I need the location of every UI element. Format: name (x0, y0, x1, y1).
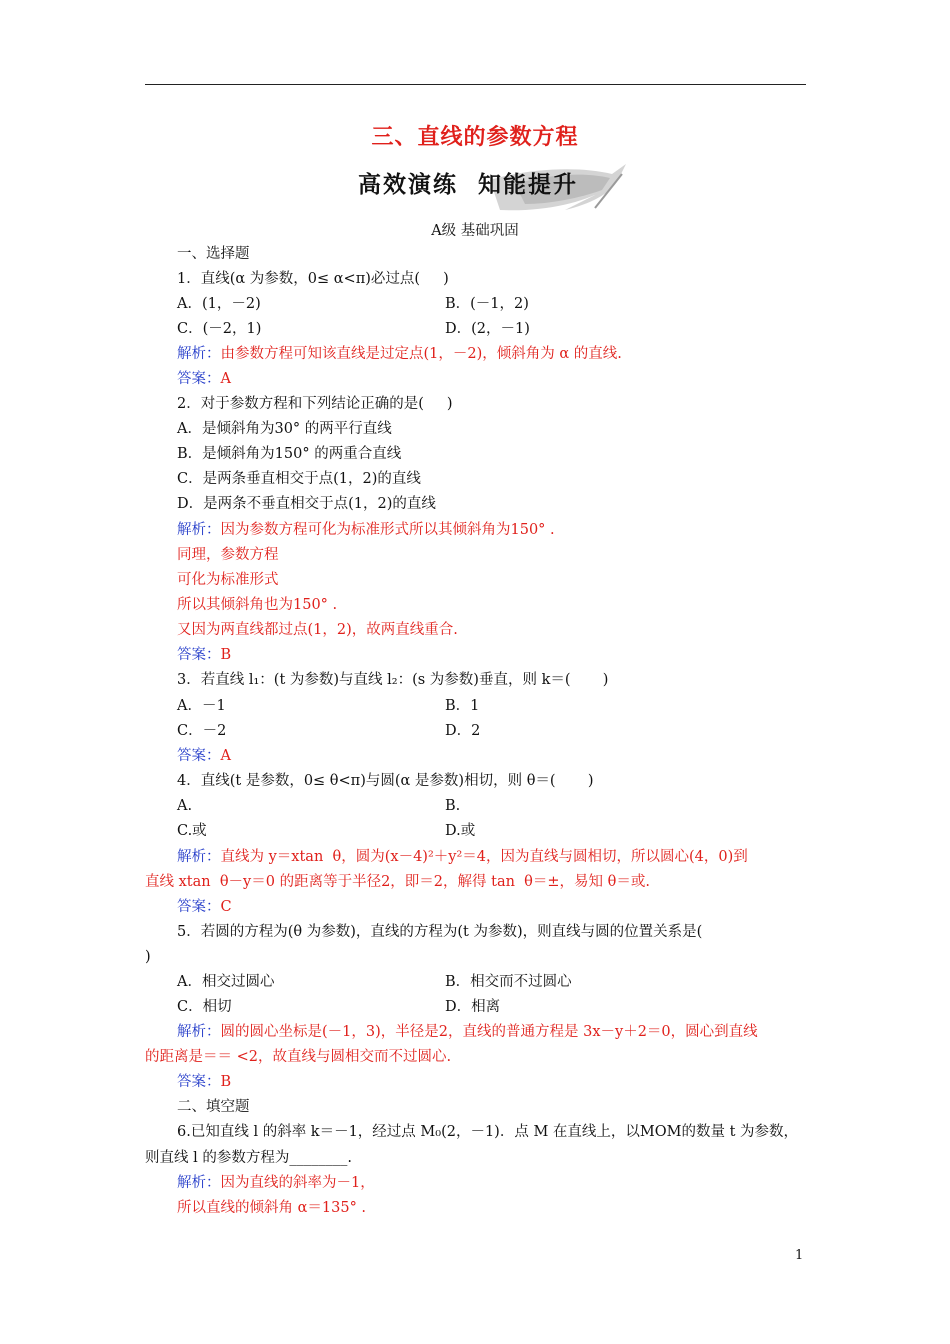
q1-stem: 1．直线(α 为参数，0≤ α<π)必过点( ) (177, 271, 449, 287)
q5-option-a: A．相交过圆心 (177, 974, 275, 990)
q2-analysis-line-4: 所以其倾斜角也为150° . (177, 597, 338, 613)
q5-analysis-line-2: 的距离是＝＝ <2，故直线与圆相交而不过圆心. (145, 1049, 452, 1065)
analysis-label: 解析： (177, 346, 221, 362)
section-banner (340, 160, 630, 218)
q5-analysis (177, 1022, 758, 1042)
analysis-label: 解析： (177, 849, 221, 865)
answer-label: 答案： (177, 899, 221, 915)
q1-answer (177, 369, 231, 389)
banner-text: 高效演练 知能提升 (358, 172, 579, 198)
q1-option-d: D．(2，－1) (445, 321, 530, 337)
analysis-text: 由参数方程可知该直线是过定点(1，－2)，倾斜角为 α 的直线. (220, 346, 622, 362)
q4-stem: 4．直线(t 是参数，0≤ θ<π)与圆(α 是参数)相切，则 θ＝( ) (177, 773, 594, 789)
q3-option-a: A．－1 (177, 698, 226, 714)
answer-value: A (220, 371, 231, 387)
answer-value: C (220, 899, 232, 915)
analysis-text: 圆的圆心坐标是(－1，3)，半径是2，直线的普通方程是 3x－y＋2＝0，圆心到直线 (220, 1024, 758, 1040)
header-rule (145, 84, 806, 85)
q2-option-c: C．是两条垂直相交于点(1，2)的直线 (177, 471, 421, 487)
q5-option-c: C．相切 (177, 999, 232, 1015)
q5-option-b: B．相交而不过圆心 (445, 974, 572, 990)
q2-answer (177, 645, 231, 665)
q3-option-d: D．2 (445, 723, 481, 739)
answer-value: B (220, 647, 232, 663)
q3-option-b: B．1 (445, 698, 480, 714)
q2-stem: 2．对于参数方程和下列结论正确的是( ) (177, 396, 453, 412)
analysis-label: 解析： (177, 1024, 221, 1040)
page-title: 三、直线的参数方程 (371, 125, 579, 150)
q4-analysis (177, 847, 748, 867)
q6-stem: 6.已知直线 l 的斜率 k＝－1，经过点 M₀(2，－1)．点 M 在直线上，以MOM的数量 t 为参数， (177, 1124, 799, 1140)
section-heading-fill: 二、填空题 (177, 1099, 250, 1115)
q2-option-a: A．是倾斜角为30° 的两平行直线 (177, 421, 392, 437)
q2-analysis-line-3: 可化为标准形式 (177, 572, 279, 588)
q1-analysis (177, 344, 622, 364)
q4-option-b: B. (445, 798, 461, 814)
q4-option-d: D.或 (445, 823, 476, 839)
q5-answer (177, 1072, 231, 1092)
q5-stem-line-2: ) (145, 949, 151, 965)
answer-label: 答案： (177, 647, 221, 663)
q4-option-c: C.或 (177, 823, 207, 839)
answer-value: B (220, 1074, 232, 1090)
answer-label: 答案： (177, 371, 221, 387)
answer-value: A (220, 748, 231, 764)
section-heading-choice: 一、选择题 (177, 246, 250, 262)
q6-analysis (177, 1173, 375, 1193)
q1-option-b: B．(－1，2) (445, 296, 529, 312)
analysis-label: 解析： (177, 522, 221, 538)
answer-label: 答案： (177, 748, 221, 764)
answer-label: 答案： (177, 1074, 221, 1090)
q6-analysis-line-2: 所以直线的倾斜角 α＝135° . (177, 1200, 367, 1216)
q2-option-b: B．是倾斜角为150° 的两重合直线 (177, 446, 402, 462)
q2-analysis-line-2: 同理，参数方程 (177, 547, 279, 563)
analysis-text: 直线为 y＝xtan θ，圆为(x－4)²＋y²＝4，因为直线与圆相切，所以圆心(4，0)到 (220, 849, 748, 865)
q4-option-a: A. (177, 798, 193, 814)
q1-option-c: C．(－2，1) (177, 321, 262, 337)
q5-option-d: D．相离 (445, 999, 501, 1015)
analysis-label: 解析： (177, 1175, 221, 1191)
q6-stem-line-2: 则直线 l 的参数方程为________. (145, 1150, 352, 1166)
q5-stem: 5．若圆的方程为(θ 为参数)，直线的方程为(t 为参数)，则直线与圆的位置关系是( (177, 924, 703, 940)
q2-analysis-line-5: 又因为两直线都过点(1，2)，故两直线重合. (177, 622, 458, 638)
analysis-text: 因为直线的斜率为－1， (220, 1175, 375, 1191)
q4-analysis-line-2: 直线 xtan θ－y＝0 的距离等于半径2，即＝2，解得 tan θ＝±，易知 θ＝或. (145, 874, 650, 890)
level-heading: A级 基础巩固 (431, 223, 519, 239)
analysis-text: 因为参数方程可化为标准形式所以其倾斜角为150° . (220, 522, 555, 538)
q3-option-c: C．－2 (177, 723, 227, 739)
q4-answer (177, 897, 232, 917)
page-number: 1 (795, 1248, 804, 1263)
q2-option-d: D．是两条不垂直相交于点(1，2)的直线 (177, 496, 436, 512)
q1-option-a: A．(1，－2) (177, 296, 261, 312)
q2-analysis (177, 520, 555, 540)
q3-answer (177, 746, 231, 766)
q3-stem: 3．若直线 l₁：(t 为参数)与直线 l₂：(s 为参数)垂直，则 k＝( ) (177, 672, 609, 688)
